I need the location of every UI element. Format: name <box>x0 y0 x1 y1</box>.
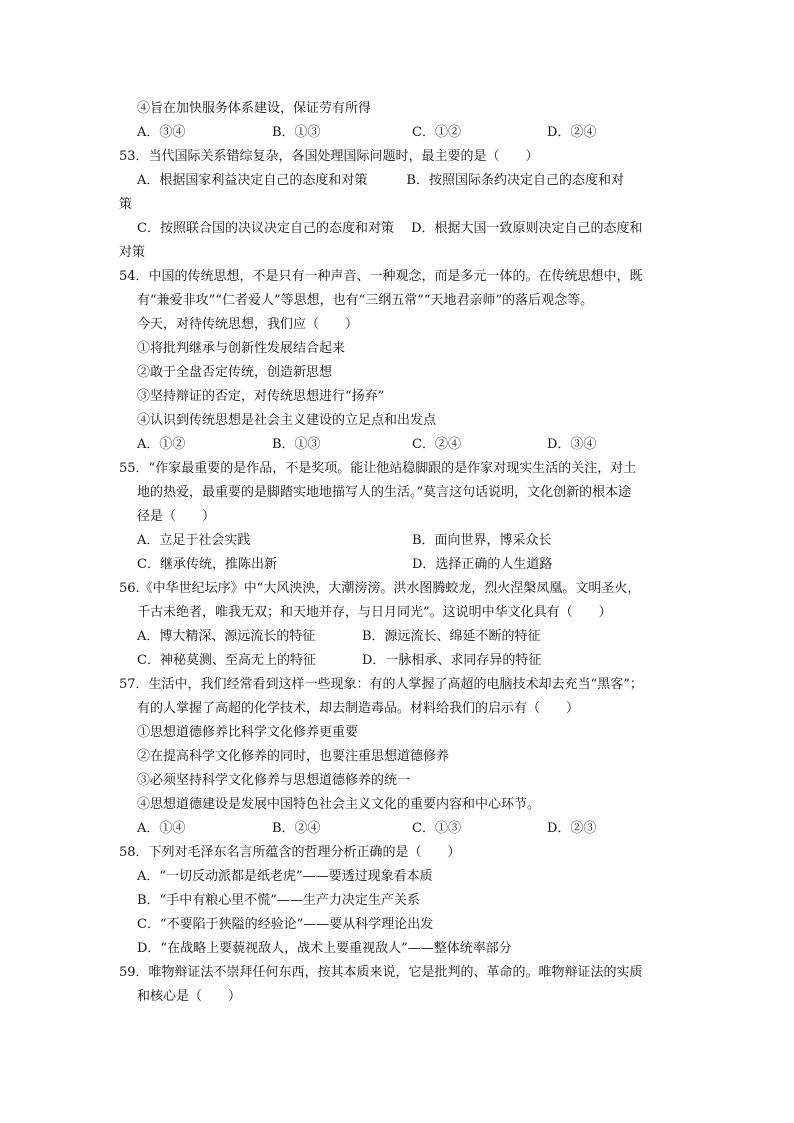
q55-stem-line-2: 地的热爱，最重要的是脚踏实地地描写人的生活。”莫言这句话说明，文化创新的根本途 <box>137 485 632 500</box>
q54-stem-line-1: 54．中国的传统思想，不是只有一种声音、一种观念，而是多元一体的。在传统思想中，既 <box>119 269 643 284</box>
q57-option-b: B．②④ <box>272 821 321 836</box>
q58-option-c: C．“不要陷于狭隘的经验论”——要从科学理论出发 <box>137 917 434 932</box>
q57-option-d: D．②③ <box>547 821 597 836</box>
q56-options-row-1 <box>137 629 657 645</box>
q57-option-a: A．①④ <box>137 821 186 836</box>
q57-item-1: ①思想道德修养比科学文化修养更重要 <box>137 725 359 740</box>
q52-option-a: A．③④ <box>137 125 186 140</box>
q57-item-2: ②在提高科学文化修养的同时，也要注重思想道德修养 <box>137 749 450 764</box>
q58-option-d: D．“在战略上要藐视敌人，战术上要重视敌人”——整体统率部分 <box>137 941 512 956</box>
q54-option-a: A．①② <box>137 437 186 452</box>
q56-options-row-2 <box>137 653 657 669</box>
q57-item-4: ④思想道德建设是发展中国特色社会主义文化的重要内容和中心环节。 <box>137 797 541 812</box>
q53-options-cd: C．按照联合国的决议决定自己的态度和对策 D．根据大国一致原则决定自己的态度和 <box>137 221 643 236</box>
q54-stem-line-3: 今天，对待传统思想，我们应（ ） <box>137 317 359 332</box>
q55-options-row-2 <box>137 557 657 573</box>
q58-option-a: A．“一切反动派都是纸老虎”——要透过现象看本质 <box>137 869 433 884</box>
q55-option-b: B．面向世界，博采众长 <box>412 533 552 548</box>
q54-option-b: B．①③ <box>272 437 321 452</box>
q58-stem: 58．下列对毛泽东名言所蕴含的哲理分析正确的是（ ） <box>119 845 461 860</box>
q53-options-cd-cont: 对策 <box>119 245 146 260</box>
q53-options-ab-cont: 策 <box>119 197 133 212</box>
q56-option-c: C．神秘莫测、至高无上的特征 <box>137 653 316 668</box>
q54-option-d: D．③④ <box>547 437 597 452</box>
q52-option-c: C．①② <box>412 125 461 140</box>
q54-stem-line-2: 有“兼爱非攻”“仁者爱人”等思想，也有“三纲五常”“天地君亲师”的落后观念等。 <box>137 293 594 308</box>
q59-stem-line-2: 和核心是（ ） <box>137 989 242 1004</box>
q55-options-row-1 <box>137 533 657 549</box>
q55-stem-line-1: 55．“作家最重要的是作品，不是奖项。能让他站稳脚跟的是作家对现实生活的关注，对土 <box>119 461 637 476</box>
q52-item-4: ④旨在加快服务体系建设，保证劳有所得 <box>137 101 372 116</box>
q54-options <box>137 437 657 453</box>
q52-options <box>137 125 657 141</box>
q57-options <box>137 821 657 837</box>
q55-option-c: C．继承传统，推陈出新 <box>137 557 277 572</box>
q52-option-b: B．①③ <box>272 125 321 140</box>
q52-option-d: D．②④ <box>547 125 597 140</box>
q56-option-b: B．源远流长、绵延不断的特征 <box>362 629 541 644</box>
q56-option-d: D．一脉相承、求同存异的特征 <box>362 653 542 668</box>
q59-stem-line-1: 59．唯物辩证法不崇拜任何东西，按其本质来说，它是批判的、革命的。唯物辩证法的实质 <box>119 965 643 980</box>
q53-options-ab: A．根据国家利益决定自己的态度和对策 B．按照国际条约决定自己的态度和对 <box>137 173 624 188</box>
q56-stem-line-1: 56.《中华世纪坛序》中“大风泱泱，大潮滂滂。洪水图腾蛟龙，烈火涅槃凤凰。文明圣火， <box>119 581 641 596</box>
q56-stem-line-2: 千古未绝者，唯我无双；和天地并存，与日月同光”。这说明中华文化具有（ ） <box>137 605 612 620</box>
q54-option-c: C．②④ <box>412 437 461 452</box>
q57-stem-line-2: 有的人掌握了高超的化学技术，却去制造毒品。材料给我们的启示有（ ） <box>137 701 580 716</box>
q54-item-2: ②敢于全盘否定传统，创造新思想 <box>137 365 333 380</box>
q54-item-4: ④认识到传统思想是社会主义建设的立足点和出发点 <box>137 413 437 428</box>
q55-option-d: D．选择正确的人生道路 <box>412 557 553 572</box>
q54-item-1: ①将批判继承与创新性发展结合起来 <box>137 341 346 356</box>
q56-option-a: A．博大精深、源远流长的特征 <box>137 629 316 644</box>
q57-stem-line-1: 57．生活中，我们经常看到这样一些现象：有的人掌握了高超的电脑技术却去充当“黑客”； <box>119 677 643 692</box>
q58-option-b: B．“手中有粮心里不慌”——生产力决定生产关系 <box>137 893 420 908</box>
q55-option-a: A．立足于社会实践 <box>137 533 251 548</box>
q57-item-3: ③必须坚持科学文化修养与思想道德修养的统一 <box>137 773 411 788</box>
q55-stem-line-3: 径是（ ） <box>137 509 216 524</box>
q53-stem: 53．当代国际关系错综复杂，各国处理国际问题时，最主要的是（ ） <box>119 149 539 164</box>
q54-item-3: ③坚持辩证的否定，对传统思想进行“扬弃” <box>137 389 385 404</box>
q57-option-c: C．①③ <box>412 821 461 836</box>
